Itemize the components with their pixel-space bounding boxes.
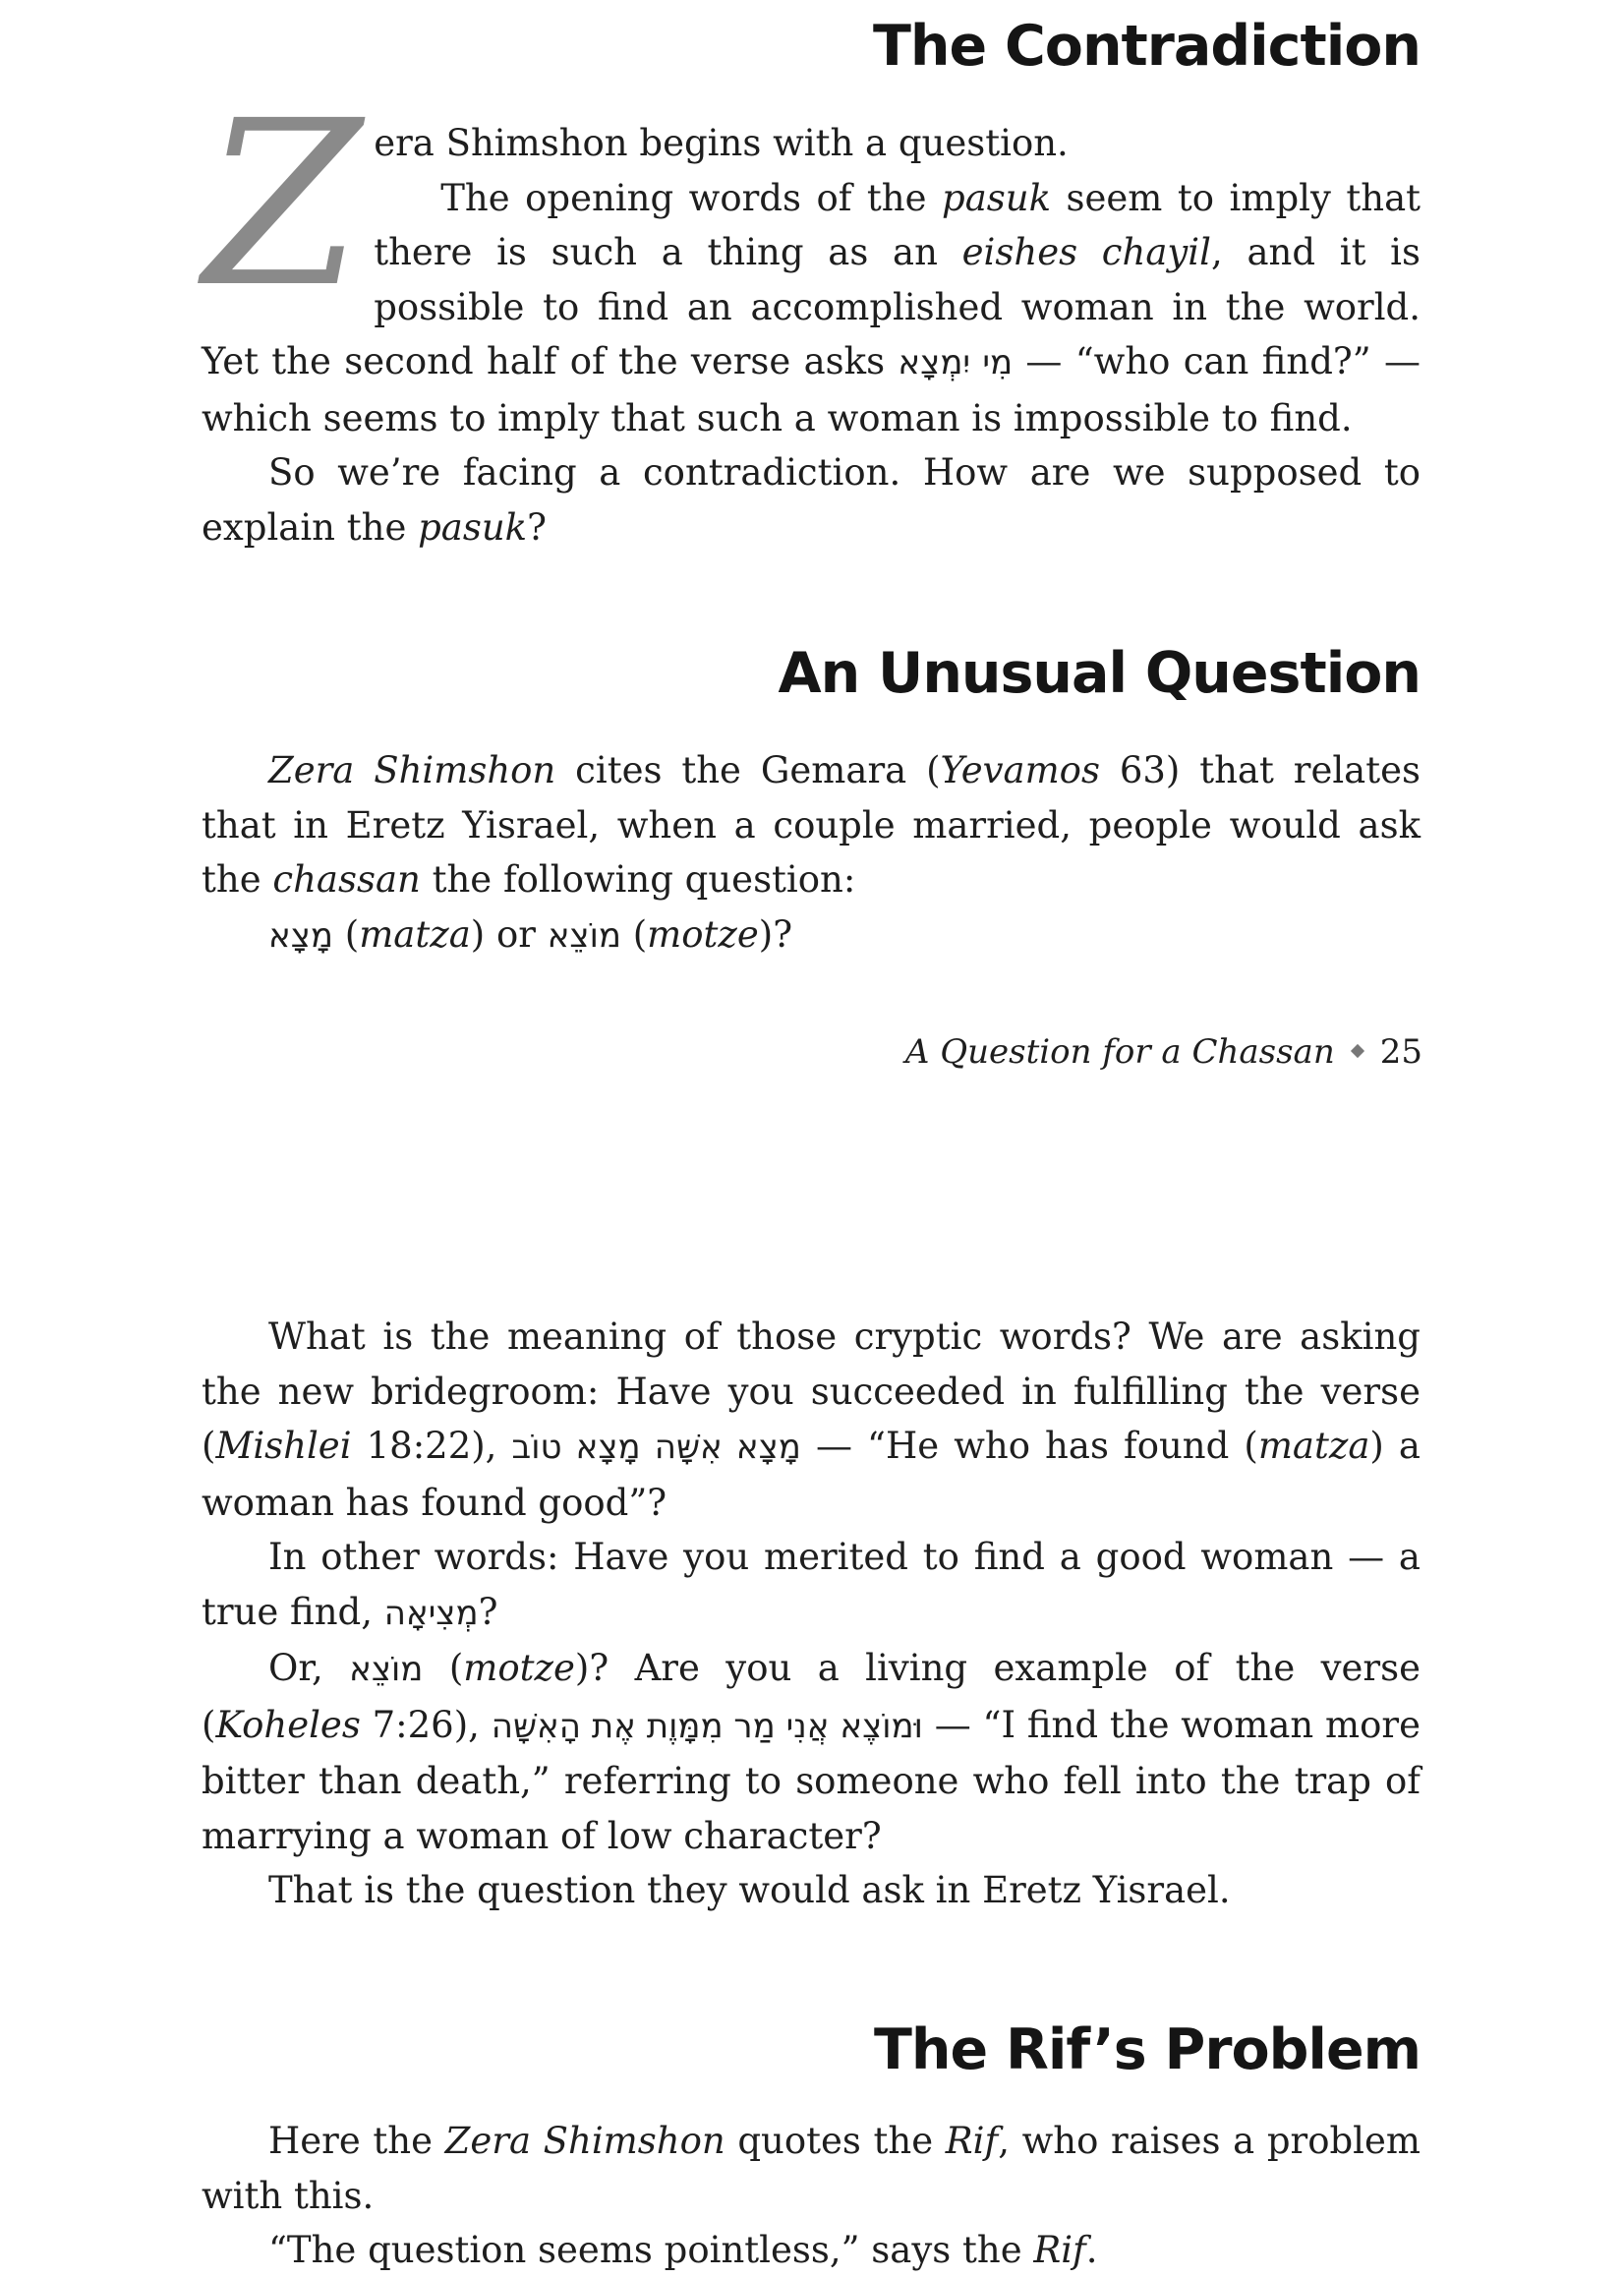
paragraph: era Shimshon begins with a question. (374, 122, 1069, 164)
paragraph: מָצָא (matza) or מוֹצֵא (motze)? (268, 912, 793, 956)
paragraph: In other words: Have you merited to find a good woman — a true find, מְצִיאָה? (202, 1536, 1421, 1633)
paragraph: Here the Zera Shimshon quotes the Rif, who raises a problem with this. (202, 2120, 1421, 2217)
section-heading-contradiction: The Contradiction (872, 14, 1421, 79)
page-number: 25 (1379, 1032, 1422, 1072)
section-heading-rifs-problem: The Rif’s Problem (874, 2017, 1421, 2082)
paragraph: “The question seems pointless,” says the Rif. (268, 2229, 1098, 2271)
paragraph: Zera Shimshon cites the Gemara (Yevamos 63) that relates that in Eretz Yisrael, when a couple married, people would ask the chassan the following question: (202, 749, 1421, 901)
paragraph: Or, מוֹצֵא (motze)? Are you a living example of the verse (Koheles 7:26), וּמוֹצֶא אֲנִי מַר מִמָּוֶת אֶת הָאִשָּׁה — “I find the woman more bitter than death,” referring to someone who fell into the trap of marrying a woman of low character? (202, 1647, 1421, 1857)
running-title: A Question for a Chassan (904, 1032, 1335, 1072)
page2-body (202, 1310, 1421, 1918)
section-body-rifs-problem (202, 2114, 1421, 2278)
section-heading-unusual-question: An Unusual Question (778, 641, 1421, 706)
paragraph: What is the meaning of those cryptic words? We are asking the new bridegroom: Have you succeeded in fulfilling the verse (Mishlei 18:22), מָצָא אִשָּׁה מָצָא טוֹב — “He who has found (matza) a woman has found good”? (202, 1315, 1421, 1524)
section-body-unusual-question (202, 743, 1421, 964)
drop-cap: Z (203, 72, 363, 337)
section-body-contradiction (202, 72, 1421, 555)
page-footer (905, 1032, 1422, 1072)
paragraph: The opening words of the pasuk seem to imply that there is such a thing as an eishes chayil, and it is possible to find an accomplished woman in the world. Yet the second half of the verse asks מִי יִמְצָא — “who can find?” — which seems to imply that such a woman is impossible to find. (202, 176, 1421, 439)
paragraph: That is the question they would ask in Eretz Yisrael. (268, 1869, 1231, 1911)
paragraph: So we’re facing a contradiction. How are we supposed to explain the pasuk? (202, 451, 1421, 549)
bullet-separator-icon (1351, 1044, 1364, 1058)
